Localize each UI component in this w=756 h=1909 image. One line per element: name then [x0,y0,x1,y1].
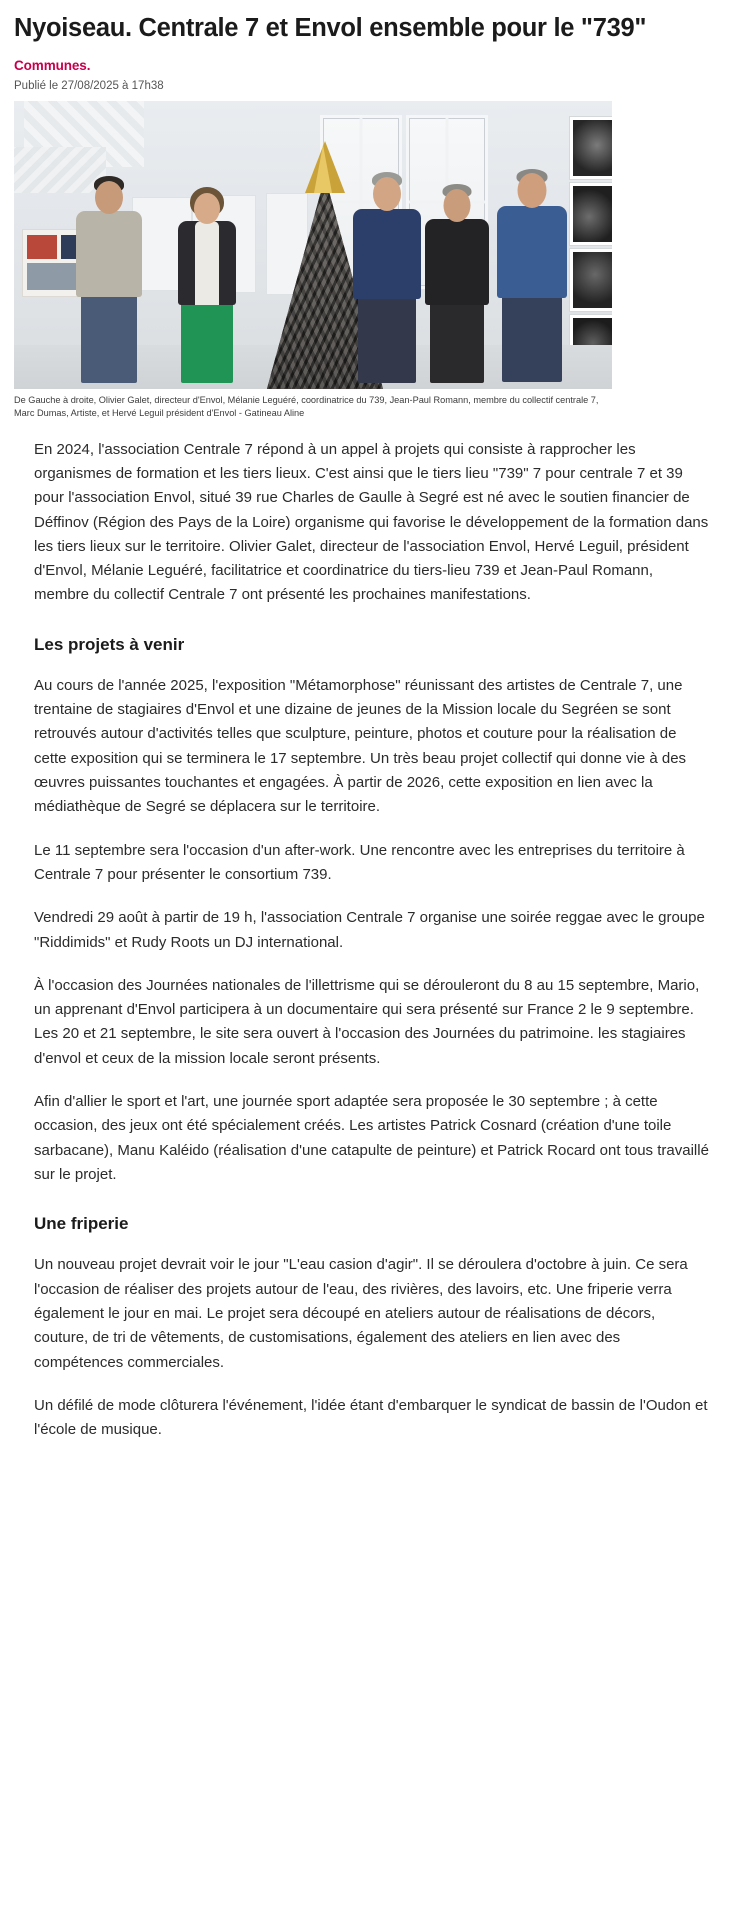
photo-caption: De Gauche à droite, Olivier Galet, directeur d'Envol, Mélanie Leguéré, coordinatrice du 739, Jean-Paul Romann, membre du collectif centrale 7, Marc Dumas, Artiste, et Hervé Leguil président d'Envol - Gatineau Aline [14,394,599,418]
person-figure [172,179,242,383]
person-figure [494,169,570,383]
article-header [0,0,756,92]
body-paragraph: Au cours de l'année 2025, l'exposition "Métamorphose" réunissant des artistes de Centrale 7, une trentaine de stagiaires d'Envol et une dizaine de jeunes de la Mission locale du Segréen se sont retrouvés autour d'activités telles que sculpture, peinture, photos et couture pour la réalisation de cette exposition qui se terminera le 17 septembre. Un très beau projet collectif qui donne vie à des œuvres puissantes touchantes et engagées. À partir de 2026, cette exposition en lien avec la médiathèque de Segré se déplacera sur le territoire. [34,676,687,816]
article-rubric-link[interactable]: Communes. [14,57,91,73]
person-figure [72,173,146,383]
photo-scene [14,101,612,389]
body-paragraph: En 2024, l'association Centrale 7 répond à un appel à projets qui consiste à rapprocher les organismes de formation et les tiers lieux. C'est ainsi que le tiers lieu "739" 7 pour centrale 7 et 39 pour l'association Envol, situé 39 rue Charles de Gaulle à Segré est né avec le soutien financier de Déffinov (Région des Pays de la Loire) organisme qui favorise le développement de la formation dans les tiers lieux sur le territoire. Olivier Galet, directeur de l'association Envol, Hervé Leguil, président d'Envol, Mélanie Leguéré, facilitatrice et coordinatrice du tiers-lieu 739 et Jean-Paul Romann, membre du collectif Centrale 7 ont présenté les prochaines manifestations. [34,440,709,604]
body-paragraph: Un défilé de mode clôturera l'événement, l'idée étant d'embarquer le syndicat de bassin de l'Oudon et l'école de musique. [34,1396,708,1439]
person-figure [422,177,492,383]
page-title: Nyoiseau. Centrale 7 et Envol ensemble pour le "739" [14,14,647,42]
article-body [0,420,756,1483]
cone-sculpture-gold-sheen [314,145,332,193]
article-figure [14,101,742,420]
body-paragraph: Le 11 septembre sera l'occasion d'un after-work. Une rencontre avec les entreprises du territoire à Centrale 7 pour présenter le consortium 739. [34,841,685,883]
body-paragraph: À l'occasion des Journées nationales de l'illettrisme qui se dérouleront du 8 au 15 septembre, Mario, un apprenant d'Envol participera à un documentaire qui sera présenté sur France 2 le 9 septembre. Les 20 et 21 septembre, le site sera ouvert à l'occasion des Journées du patrimoine. les stagiaires d'envol et ceux de la mission locale seront présents. [34,976,700,1067]
body-paragraph: Afin d'allier le sport et l'art, une journée sport adaptée sera proposée le 30 septembre ; à cette occasion, des jeux ont été spécialement créés. Les artistes Patrick Cosnard (création d'une toile sarbacane), Manu Kaléido (réalisation d'une catapulte de peinture) et Patrick Rocard ont tous travaillé sur le projet. [34,1093,709,1183]
article-photo [14,101,612,389]
section-heading: Les projets à venir [34,634,185,654]
body-paragraph: Un nouveau projet devrait voir le jour "L'eau casion d'agir". Il se déroulera d'octobre à juin. Ce sera l'occasion de réaliser des projets autour de l'eau, des rivières, des lavoirs, etc. Une friperie verra également le jour en mai. Le projet sera découpé en ateliers autour de réalisations de décors, couture, de tri de vêtements, de customisations, également des ateliers en lien avec des compétences commerciales. [34,1256,688,1371]
publication-date: Publié le 27/08/2025 à 17h38 [14,79,164,92]
body-paragraph: Vendredi 29 août à partir de 19 h, l'association Centrale 7 organise une soirée reggae avec le groupe "Riddimids" et Rudy Roots un DJ international. [34,909,705,951]
section-heading: Une friperie [34,1214,129,1234]
person-figure [350,171,424,383]
framed-photo-column [570,117,610,357]
